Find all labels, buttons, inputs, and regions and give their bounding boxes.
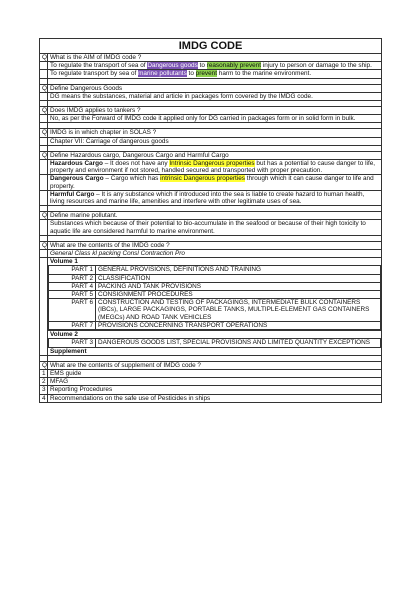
- list-item: [40, 394, 382, 402]
- question: IMDG is in which chapter in SOLAS ?: [48, 129, 382, 137]
- question: What is the AIM of IMDG code ?: [48, 54, 382, 62]
- answer: No, as per the Forward of IMDG code it applied only for DG carried in packages form or in solid form in bulk.: [48, 115, 382, 123]
- question: What are the contents of supplement of IMDG code ?: [48, 361, 382, 369]
- part-number: PART 2: [49, 274, 96, 282]
- part-description: PACKING AND TANK PROVISIONS: [96, 282, 381, 290]
- item-text: MFAG: [48, 378, 382, 386]
- q-marker: Q: [40, 241, 48, 249]
- answer-subtitle: General Class kl packing Consl Contraction Pro: [48, 250, 382, 258]
- question: Does IMDG applies to tankers ?: [48, 107, 382, 115]
- part-description: CLASSIFICATION: [96, 274, 381, 282]
- volume-2-parts: [48, 338, 381, 347]
- answer: Substances which because of their potential to bio-accumulate in the seafood or because of their high toxicity to aquatic life are considered harmful to marine environment.: [48, 220, 382, 235]
- volume-1-block: [48, 258, 382, 355]
- list-item: [40, 378, 382, 386]
- answer: Hazardous Cargo – It does not have any Intrinsic Dangerous properties but has a potential to cause danger to life, property and environment if not stored, handled secured and transported with proper precaution.: [48, 160, 382, 175]
- volume-2-label: Volume 2: [48, 330, 381, 338]
- page-title: IMDG CODE: [40, 39, 382, 54]
- q-marker: Q: [40, 107, 48, 115]
- answer: To regulate transport by sea of marine pollutants to prevent harm to the marine environment.: [48, 70, 382, 78]
- answer: Harmful Cargo – It is any substance which if introduced into the sea is liable to create hazard to human health, living resources and marine life, amenities and interfere with other legitimate uses of sea.: [48, 190, 382, 205]
- question: Define Dangerous Goods: [48, 84, 382, 92]
- part-number: PART 3: [49, 339, 96, 347]
- item-text: EMS guide: [48, 369, 382, 377]
- part-row: [49, 291, 381, 299]
- volume-1-parts: [48, 265, 381, 330]
- q-marker: Q: [40, 84, 48, 92]
- part-description: PROVISIONS CONCERNING TRANSPORT OPERATIONS: [96, 321, 381, 329]
- part-number: PART 1: [49, 266, 96, 274]
- part-description: DANGEROUS GOODS LIST, SPECIAL PROVISIONS AND LIMITED QUANTITY EXCEPTIONS: [96, 339, 381, 347]
- part-row: [49, 274, 381, 282]
- part-number: PART 5: [49, 291, 96, 299]
- question: Define Hazardous cargo, Dangerous Cargo and Harmful Cargo: [48, 151, 382, 159]
- item-number: 1: [40, 369, 48, 377]
- part-number: PART 7: [49, 321, 96, 329]
- part-row: [49, 339, 381, 347]
- supplement-label: Supplement: [50, 347, 87, 355]
- q-marker: Q: [40, 54, 48, 62]
- q-marker: Q: [40, 151, 48, 159]
- part-row: [49, 266, 381, 274]
- part-row: [49, 321, 381, 329]
- part-description: CONSTRUCTION AND TESTING OF PACKAGINGS, INTERMEDIATE BULK CONTAINERS (IBCs), LARGE PACKAGINGS, PORTABLE TANKS, MULTIPLE-ELEMENT GAS CONTAINERS (MEGCs) AND ROAD TANK VEHICLES: [96, 299, 381, 322]
- answer: Chapter VII: Carriage of dangerous goods: [48, 137, 382, 145]
- question: Define marine pollutant.: [48, 212, 382, 220]
- list-item: [40, 369, 382, 377]
- part-description: GENERAL PROVISIONS, DEFINITIONS AND TRAINING: [96, 266, 381, 274]
- answer: To regulate the transport of sea of Dangerous goods to reasonably prevent injury to person or damage to the ship.: [48, 62, 382, 70]
- question: What are the contents of the IMDG code ?: [48, 241, 382, 249]
- imdg-table: [39, 38, 382, 403]
- item-number: 2: [40, 378, 48, 386]
- part-number: PART 4: [49, 282, 96, 290]
- q-marker: Q: [40, 212, 48, 220]
- answer: DG means the substances, material and article in packages form covered by the IMDG code.: [48, 92, 382, 100]
- q-marker: Q: [40, 361, 48, 369]
- q-marker: Q: [40, 129, 48, 137]
- list-item: [40, 386, 382, 394]
- part-description: CONSIGNMENT PROCEDURES: [96, 291, 381, 299]
- part-row: [49, 299, 381, 322]
- part-row: [49, 282, 381, 290]
- item-number: 3: [40, 386, 48, 394]
- answer: Dangerous Cargo – Cargo which has intrinsic Dangerous properties through which it can cause danger to life and property.: [48, 175, 382, 190]
- item-number: 4: [40, 394, 48, 402]
- volume-1-label: Volume 1: [50, 258, 78, 266]
- part-number: PART 6: [49, 299, 96, 322]
- item-text: Recommendations on the safe use of Pesticides in ships: [48, 394, 382, 402]
- item-text: Reporting Procedures: [48, 386, 382, 394]
